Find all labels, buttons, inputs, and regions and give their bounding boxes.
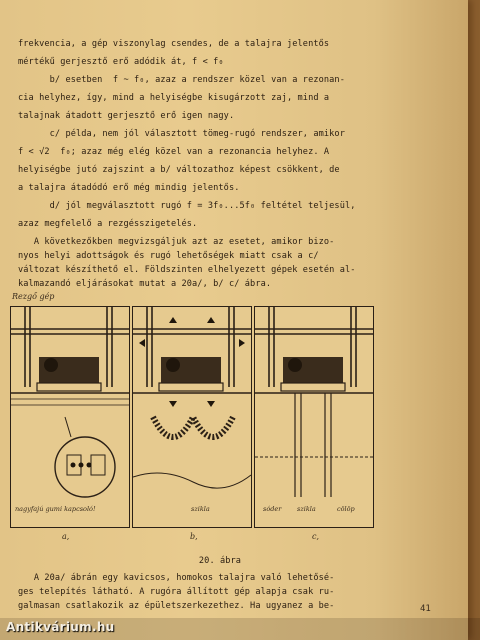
text-line: mértékű gerjesztő erő adódik át, f < f₀ [18,57,224,67]
figure-title: 20. ábra [198,556,242,566]
text-line: cia helyhez, így, mind a helyiségbe kisugárzott zaj, mind a [18,93,330,103]
text-line: b/ esetben f ~ f₀, azaz a rendszer közel van a rezonan- [18,75,345,85]
watermark-logo: Antikvárium.hu [6,620,115,634]
text-line: ges telepítés látható. A rugóra állított gép alapja csak ru- [18,587,335,597]
panel-c-drawing [255,307,373,527]
panel-c-note-soder: sóder [263,505,282,513]
text-line: a talajra átadódó erő még mindig jelentős. [18,183,240,193]
panel-c-note-colop: cölöp [337,505,355,513]
panel-b-note: szikla [191,505,210,513]
figure-panel-b [132,306,252,528]
text-line: talajnak átadott gerjesztő erő igen nagy. [18,111,235,121]
page-number: 41 [420,604,431,614]
figure-panel-c [254,306,374,528]
panel-b-drawing [133,307,251,527]
panel-b-label: b, [190,532,198,541]
panel-a-drawing [11,307,129,527]
figure-top-label: Rezgő gép [12,292,55,301]
text-line: helyiségbe jutó zajszint a b/ változathoz képest csökkent, de [18,165,340,175]
text-line: galmasan csatlakozik az épületszerkezethez. Ha ugyanez a be- [18,601,335,611]
figure-20 [6,292,446,562]
text-line: nyos helyi adottságok és rugó lehetőségek miatt csak a c/ [18,251,319,261]
text-line: d/ jól megválasztott rugó f = 3f₀...5f₀ feltétel teljesül, [18,201,356,211]
text-line: változat készíthető el. Földszinten elhelyezett gépek esetén al- [18,265,356,275]
panel-c-note-szikla: szikla [297,505,316,513]
text-line: azaz megfelelő a rezgésszigetelés. [18,219,198,229]
text-line: c/ példa, nem jól választott tömeg-rugó rendszer, amikor [18,129,345,139]
figure-panel-a [10,306,130,528]
panel-c-label: c, [312,532,320,541]
text-line: A következőkben megvizsgáljuk azt az esetet, amikor bizo- [18,237,335,247]
panel-a-label: a, [62,532,70,541]
panel-a-note: nagyfajú gumi kapcsoló! [15,505,96,513]
text-line: frekvencia, a gép viszonylag csendes, de a talajra jelentős [18,39,330,49]
text-line: kalmazandó eljárásokat mutat a 20a/, b/ c/ ábra. [18,279,272,289]
text-line: A 20a/ ábrán egy kavicsos, homokos talajra való lehetősé- [18,573,335,583]
text-line: f < √2 f₀; azaz még elég közel van a rezonancia helyhez. A [18,147,330,157]
